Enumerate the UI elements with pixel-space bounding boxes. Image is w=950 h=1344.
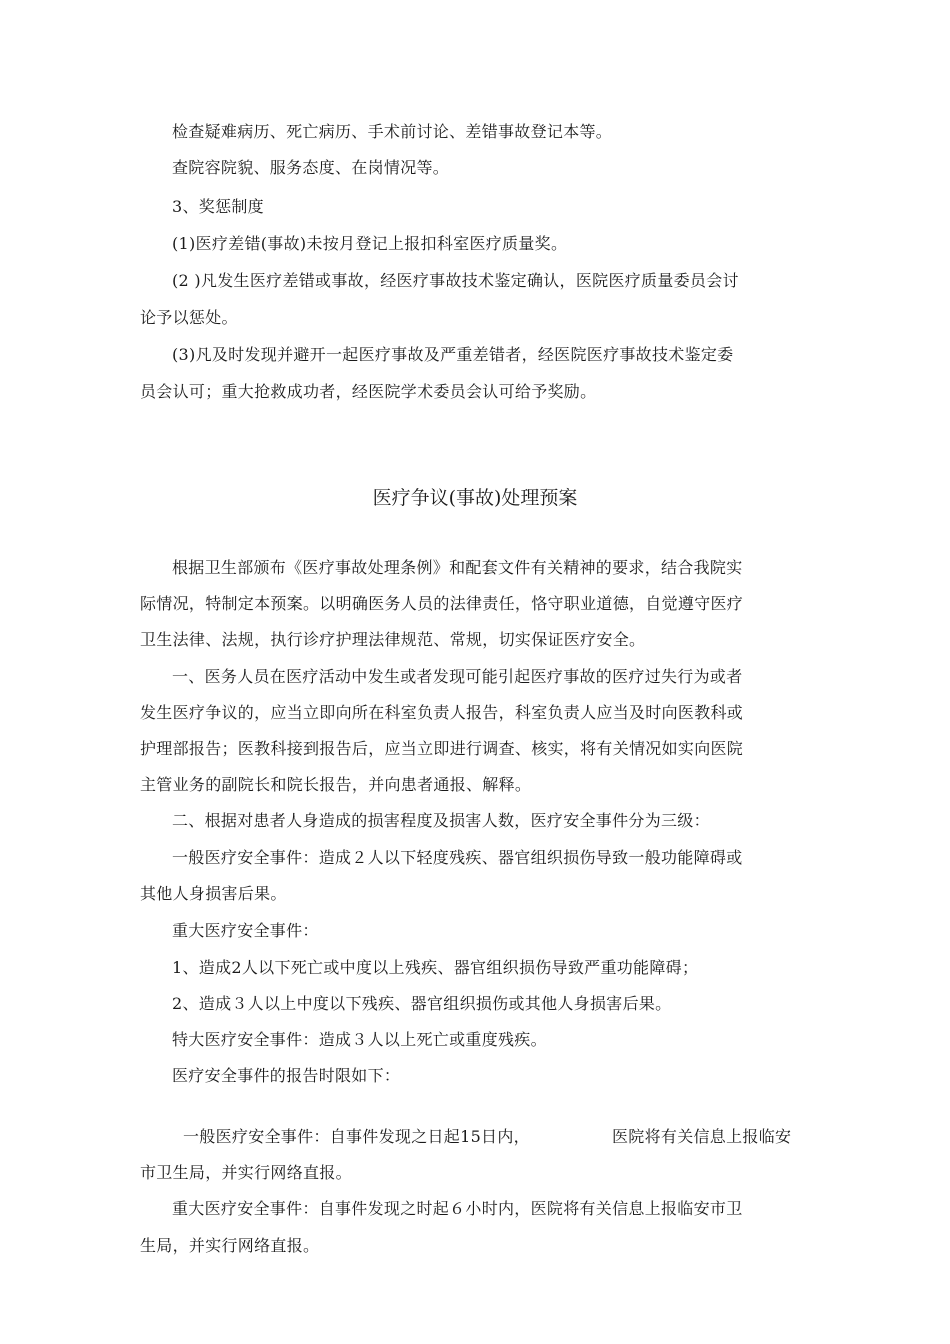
paragraph-line: 特大医疗安全事件：造成３人以上死亡或重度残疾。	[172, 1030, 547, 1049]
paragraph-line: 论予以惩处。	[140, 308, 238, 327]
paragraph-line: (3)凡及时发现并避开一起医疗事故及严重差错者，经医院医疗事故技术鉴定委	[172, 345, 734, 364]
paragraph-line: 重大医疗安全事件：自事件发现之时起６小时内，医院将有关信息上报临安市卫	[172, 1199, 743, 1218]
paragraph-line: 根据卫生部颁布《医疗事故处理条例》和配套文件有关精神的要求，结合我院实	[172, 558, 743, 577]
paragraph-line: 1、造成2人以下死亡或中度以上残疾、器官组织损伤导致严重功能障碍；	[172, 958, 699, 977]
paragraph-line: 卫生法律、法规，执行诊疗护理法律规范、常规，切实保证医疗安全。	[140, 630, 646, 649]
section-title: 医疗争议(事故)处理预案	[372, 487, 578, 509]
paragraph-line: 重大医疗安全事件：	[172, 921, 319, 940]
paragraph-line: 员会认可；重大抢救成功者，经医院学术委员会认可给予奖励。	[140, 382, 597, 401]
paragraph-line: 发生医疗争议的，应当立即向所在科室负责人报告，科室负责人应当及时向医教科或	[140, 703, 744, 722]
paragraph-line: 主管业务的副院长和院长报告，并向患者通报、解释。	[140, 775, 532, 794]
paragraph-line: 市卫生局，并实行网络直报。	[140, 1163, 352, 1182]
paragraph-line: 一般医疗安全事件：自事件发现之日起15日内，	[183, 1127, 530, 1146]
paragraph-line: 其他人身损害后果。	[140, 884, 287, 903]
paragraph-line: 生局，并实行网络直报。	[140, 1236, 320, 1255]
paragraph-line: 查院容院貌、服务态度、在岗情况等。	[172, 158, 450, 177]
paragraph-line: 一般医疗安全事件：造成２人以下轻度残疾、器官组织损伤导致一般功能障碍或	[172, 848, 743, 867]
paragraph-line: 二、根据对患者人身造成的损害程度及损害人数，医疗安全事件分为三级：	[172, 811, 710, 830]
paragraph-line: 2、造成３人以上中度以下残疾、器官组织损伤或其他人身损害后果。	[172, 994, 672, 1013]
paragraph-line: (2 )凡发生医疗差错或事故，经医疗事故技术鉴定确认，医院医疗质量委员会讨	[172, 271, 739, 290]
paragraph-line: 际情况，特制定本预案。以明确医务人员的法律责任，恪守职业道德，自觉遵守医疗	[140, 594, 744, 613]
paragraph-line: (1)医疗差错(事故)未按月登记上报扣科室医疗质量奖。	[172, 234, 568, 253]
paragraph-line: 3、奖惩制度	[172, 197, 264, 216]
paragraph-line: 护理部报告；医教科接到报告后，应当立即进行调查、核实，将有关情况如实向医院	[140, 739, 744, 758]
paragraph-line: 医疗安全事件的报告时限如下：	[172, 1066, 401, 1085]
paragraph-line: 医院将有关信息上报临安	[612, 1127, 792, 1146]
paragraph-line: 一、医务人员在医疗活动中发生或者发现可能引起医疗事故的医疗过失行为或者	[172, 667, 743, 686]
paragraph-line: 检查疑难病历、死亡病历、手术前讨论、差错事故登记本等。	[172, 122, 613, 141]
